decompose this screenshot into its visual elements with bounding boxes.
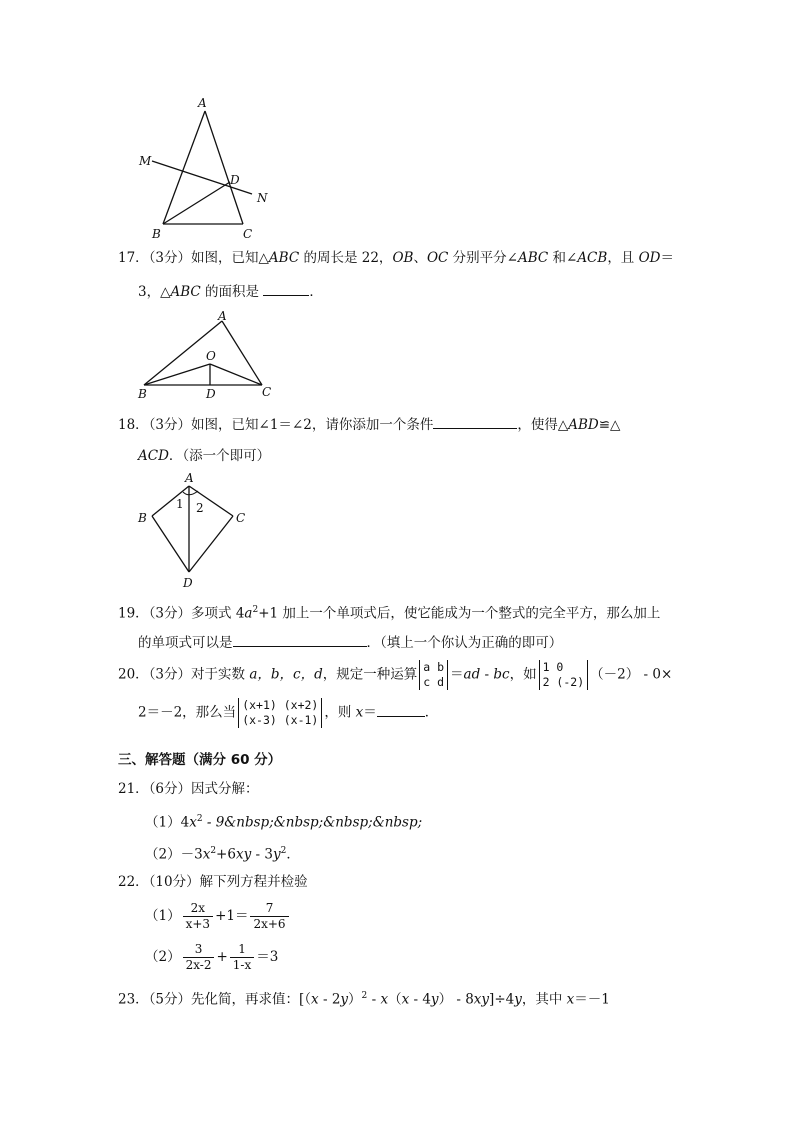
label-a: A	[198, 96, 207, 110]
q17-text: 和∠	[548, 250, 578, 266]
segment-cd	[189, 516, 233, 572]
q20-text: 2＝－2，那么当	[138, 704, 237, 721]
q19-exponent: 2	[252, 605, 259, 615]
q20-var: bc	[493, 666, 510, 683]
denominator: 2x+6	[253, 917, 286, 931]
q22-text: +1＝	[215, 908, 249, 924]
question-21-part2	[145, 841, 300, 865]
q22-text: ＝3	[256, 949, 279, 965]
numerator: 2x	[183, 901, 213, 917]
numerator: 1	[230, 942, 254, 958]
label-n: N	[257, 191, 268, 205]
fraction	[183, 942, 215, 973]
q23-text: （5分）先化简，再求值：[（	[148, 991, 312, 1008]
question-number: 19．	[118, 605, 149, 622]
q17-text: ．	[309, 284, 323, 300]
q23-text: - 2	[318, 991, 341, 1008]
label-2: 2	[196, 501, 204, 515]
q17-var: OB	[392, 250, 414, 266]
label-c: C	[236, 511, 246, 525]
label-m: M	[139, 154, 152, 168]
determinant-abcd	[419, 660, 448, 690]
q19-text: +1 加上一个单项式后，使它能成为一个整式的完全平方，那么加上	[258, 605, 661, 622]
label-d: D	[230, 173, 240, 187]
denominator: 1-x	[232, 958, 252, 972]
label-o: O	[206, 349, 216, 363]
q20-text: （3分）对于实数	[148, 666, 250, 683]
q23-var: x	[401, 991, 410, 1008]
figure-triangle-abc-o	[130, 308, 280, 403]
q23-var: y	[514, 991, 522, 1008]
q20-text: ，如	[509, 666, 537, 683]
label-b: B	[152, 227, 161, 241]
question-19-line1	[118, 600, 660, 624]
question-18-line1	[118, 414, 620, 435]
q18-text: ≌△	[598, 417, 621, 433]
answer-blank-18[interactable]	[433, 414, 517, 429]
denominator: 2x-2	[185, 958, 212, 972]
fraction	[250, 901, 288, 932]
determinant-x	[238, 698, 322, 728]
q21-text: （6分）因式分解：	[148, 781, 259, 797]
q20-var: ad	[463, 666, 481, 683]
label-b: B	[138, 387, 147, 401]
segment-bd	[152, 516, 189, 572]
q23-text: ）	[348, 991, 362, 1008]
q21-exponent: 2	[210, 846, 217, 856]
q23-text: ） - 8	[438, 991, 474, 1008]
label-b: B	[138, 511, 147, 525]
det-row: 2 (-2)	[542, 675, 585, 689]
question-21-part1	[145, 809, 422, 833]
q19-text: （3分）多项式 4	[148, 605, 245, 622]
q17-var: OC	[426, 250, 449, 266]
question-17-line1	[118, 248, 674, 268]
q20-var: x	[355, 704, 364, 721]
q23-text: ＝－1	[574, 991, 610, 1008]
q20-var: a，b，c，d	[249, 666, 323, 683]
label-c: C	[262, 385, 272, 399]
q23-text: ]÷4	[489, 991, 515, 1008]
q23-text: ，其中	[521, 991, 567, 1008]
segment-ab	[163, 111, 205, 224]
q21-text: ．	[286, 846, 300, 863]
q20-text: （－2） - 0×	[590, 666, 673, 683]
question-22-title	[118, 872, 308, 892]
q21-exponent: 2	[196, 814, 203, 824]
q17-var: ABC	[170, 284, 201, 300]
q17-text: 分别平分∠	[448, 250, 518, 266]
q21-var: xy	[235, 846, 252, 863]
q19-text: ．（填上一个你认为正确的即可）	[366, 635, 563, 651]
question-number: 23．	[118, 991, 149, 1008]
segment-oc	[210, 364, 262, 385]
section-heading: 三、解答题（满分 60 分）	[118, 752, 282, 768]
question-number: 21．	[118, 781, 149, 797]
q22-text: （1）	[145, 908, 181, 924]
answer-blank-17[interactable]	[263, 281, 309, 296]
q17-text: 、	[413, 250, 427, 266]
q20-text: ，规定一种运算	[322, 666, 418, 683]
q19-var: a	[244, 605, 253, 622]
q22-text: +	[216, 949, 228, 965]
q19-text: 的单项式可以是	[138, 635, 233, 651]
q21-text: （2）－3	[145, 846, 203, 863]
question-20-line1	[118, 660, 672, 690]
figure-triangle-mdn	[130, 95, 280, 245]
det-row: (x-3) (x-1)	[242, 713, 319, 727]
q23-text: - 4	[409, 991, 431, 1008]
label-a: A	[185, 471, 194, 485]
q22-text: （2）	[145, 949, 181, 965]
q18-var: ACD	[138, 448, 169, 464]
q18-var: ABD	[568, 417, 599, 433]
det-row: 1 0	[542, 660, 564, 674]
question-18-line2	[138, 446, 270, 466]
q23-text: （	[388, 991, 402, 1008]
angle-arc	[183, 491, 198, 495]
fraction	[230, 942, 254, 973]
q17-var: OD	[638, 250, 661, 266]
q21-text: （1）4	[145, 814, 190, 831]
figure-kite-abcd	[132, 470, 257, 595]
segment-bd	[163, 182, 230, 224]
denominator: x+3	[185, 917, 211, 931]
q20-text: ＝	[363, 704, 377, 721]
question-23	[118, 986, 610, 1010]
det-row: c d	[423, 675, 445, 689]
q22-text: （10分）解下列方程并检验	[148, 874, 308, 890]
q17-var: ABC	[268, 250, 300, 266]
fraction	[183, 901, 213, 932]
q23-var: xy	[473, 991, 490, 1008]
label-d: D	[183, 576, 193, 590]
q20-text: -	[480, 666, 494, 683]
q21-exponent: 2	[280, 846, 287, 856]
question-19-line2	[138, 632, 562, 653]
question-number: 18．	[118, 417, 149, 433]
segment-ac	[222, 321, 262, 385]
q17-text: ＝	[660, 250, 675, 266]
q23-var: x	[311, 991, 319, 1008]
q23-exponent: 2	[361, 991, 368, 1001]
q17-var: ABC	[517, 250, 549, 266]
question-17-line2	[138, 281, 323, 302]
q20-text: ．	[424, 704, 439, 721]
label-c: C	[243, 227, 253, 241]
det-row: (x+1) (x+2)	[242, 698, 319, 712]
q23-var: y	[430, 991, 439, 1008]
q21-var: x	[202, 846, 211, 863]
q23-var: x	[380, 991, 389, 1008]
det-row: a b	[423, 660, 445, 674]
label-1: 1	[176, 497, 184, 511]
segment-ac	[205, 111, 243, 224]
question-22-part1	[145, 901, 291, 932]
question-20-line2	[138, 698, 438, 728]
label-d: D	[206, 387, 216, 401]
answer-blank-19[interactable]	[233, 632, 367, 647]
q17-text: 的周长是 22，	[299, 250, 393, 266]
question-21-title	[118, 779, 259, 799]
question-number: 17．	[118, 250, 149, 266]
question-number: 20．	[118, 666, 149, 683]
q18-text: ．（添一个即可）	[168, 448, 271, 464]
q20-text: ，则	[324, 704, 356, 721]
q18-text: ，使得△	[517, 417, 569, 433]
answer-blank-20[interactable]	[377, 702, 425, 717]
q23-var: y	[340, 991, 349, 1008]
q17-text: 3，△	[138, 284, 171, 300]
q21-text: - 3	[251, 846, 273, 863]
q17-var: ACB	[577, 250, 608, 266]
question-number: 22．	[118, 874, 149, 890]
q21-var: y	[272, 846, 281, 863]
numerator: 3	[183, 942, 215, 958]
q23-text: -	[367, 991, 381, 1008]
q23-var: x	[566, 991, 575, 1008]
numerator: 7	[250, 901, 288, 917]
q21-text: +6	[216, 846, 236, 863]
q18-text: （3分）如图，已知∠1＝∠2，请你添加一个条件	[148, 417, 434, 433]
q17-text: 的面积是	[200, 284, 264, 300]
determinant-example	[539, 660, 589, 690]
q17-text: ，且	[607, 250, 639, 266]
q21-var: x	[189, 814, 197, 831]
label-a: A	[218, 309, 227, 323]
q20-text: ＝	[450, 666, 464, 683]
segment-ob	[144, 364, 210, 385]
q17-text: （3分）如图，已知△	[148, 250, 269, 266]
question-22-part2	[145, 942, 278, 973]
q21-text: - 9&nbsp;&nbsp;&nbsp;&nbsp;	[202, 814, 423, 831]
